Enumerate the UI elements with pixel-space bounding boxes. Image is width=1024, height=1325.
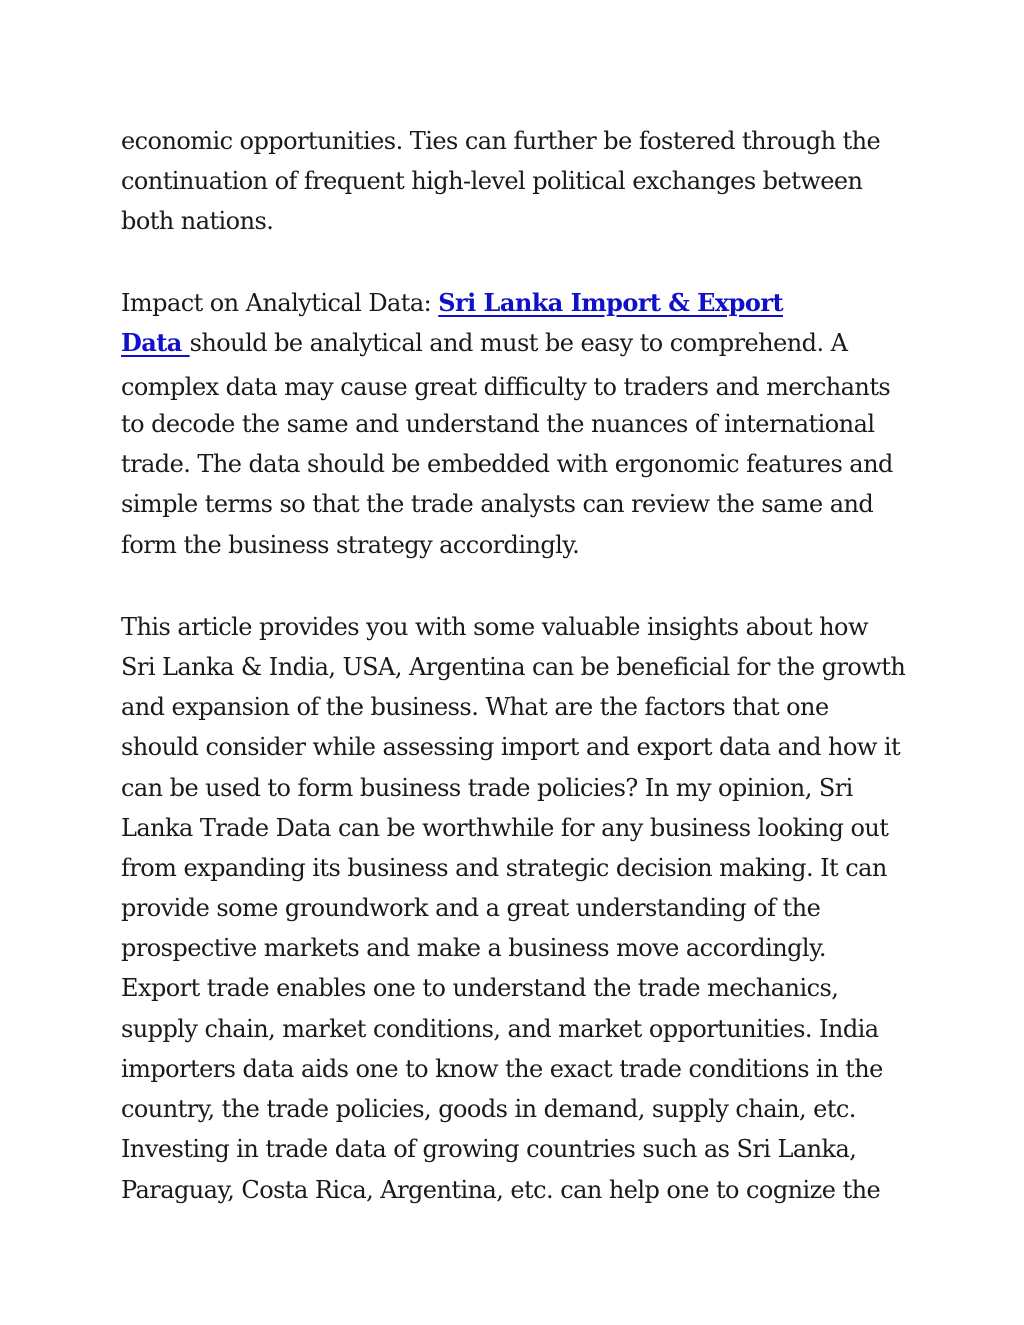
text-line: both nations.: [121, 207, 274, 235]
text-line: can be used to form business trade policies? In my opinion, Sri: [121, 774, 853, 802]
text-line: continuation of frequent high-level political exchanges between: [121, 167, 863, 195]
text-line: supply chain, market conditions, and market opportunities. India: [121, 1015, 879, 1043]
text-line: Paraguay, Costa Rica, Argentina, etc. can help one to cognize the: [121, 1176, 881, 1204]
text-line: [121, 328, 847, 358]
text-line: Lanka Trade Data can be worthwhile for any business looking out: [121, 814, 889, 842]
text-line: form the business strategy accordingly.: [121, 531, 580, 559]
text-line: Investing in trade data of growing countries such as Sri Lanka,: [121, 1135, 857, 1163]
paragraph-prefix: Impact on Analytical Data:: [121, 289, 439, 317]
text-line: [121, 288, 783, 318]
text-line: trade. The data should be embedded with ergonomic features and: [121, 450, 893, 478]
text-line: This article provides you with some valuable insights about how: [121, 613, 868, 641]
text-line: and expansion of the business. What are the factors that one: [121, 693, 829, 721]
text-line: from expanding its business and strategic decision making. It can: [121, 854, 887, 882]
text-line: simple terms so that the trade analysts can review the same and: [121, 490, 874, 518]
text-line: economic opportunities. Ties can further be fostered through the: [121, 127, 881, 155]
text-line: to decode the same and understand the nuances of international: [121, 410, 875, 438]
sri-lanka-data-link-continued[interactable]: Data: [121, 328, 190, 357]
text-line: country, the trade policies, goods in demand, supply chain, etc.: [121, 1095, 856, 1123]
text-line: prospective markets and make a business move accordingly.: [121, 934, 826, 962]
text-line: complex data may cause great difficulty to traders and merchants: [121, 373, 891, 401]
text-line: importers data aids one to know the exact trade conditions in the: [121, 1055, 883, 1083]
sri-lanka-data-link[interactable]: Sri Lanka Import & Export: [438, 288, 784, 317]
paragraph-suffix: should be analytical and must be easy to comprehend. A: [189, 329, 848, 357]
text-line: provide some groundwork and a great understanding of the: [121, 894, 821, 922]
text-line: Sri Lanka & India, USA, Argentina can be beneficial for the growth: [121, 653, 906, 681]
text-line: should consider while assessing import and export data and how it: [121, 733, 901, 761]
text-line: Export trade enables one to understand the trade mechanics,: [121, 974, 839, 1002]
